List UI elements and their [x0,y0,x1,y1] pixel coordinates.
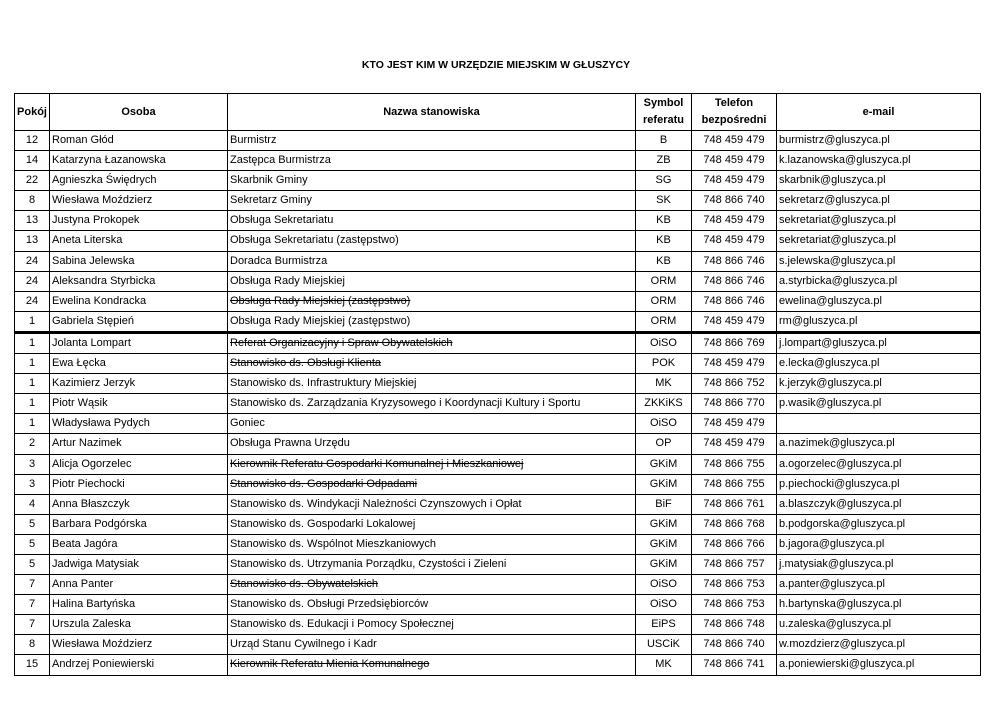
position-cell: Goniec [228,414,636,434]
table-row [15,311,981,332]
header-email: e-mail [777,94,981,131]
room-cell: 1 [15,332,50,353]
table-row [15,454,981,474]
table-body [15,131,981,676]
position-cell: Sekretarz Gminy [228,191,636,211]
table-row [15,374,981,394]
person-cell: Piotr Wąsik [50,394,228,414]
person-cell: Piotr Piechocki [50,474,228,494]
phone-cell: 748 866 752 [692,374,777,394]
room-cell: 2 [15,434,50,454]
room-cell: 5 [15,514,50,534]
position-cell: Obsługa Rady Miejskiej [228,271,636,291]
table-row [15,655,981,675]
header-symbol-line2: referatu [643,114,684,126]
symbol-cell: OiSO [636,575,692,595]
phone-cell: 748 866 746 [692,291,777,311]
room-cell: 24 [15,251,50,271]
table-row [15,514,981,534]
email-cell: a.nazimek@gluszyca.pl [777,434,981,454]
phone-cell: 748 459 479 [692,211,777,231]
email-cell: k.lazanowska@gluszyca.pl [777,151,981,171]
table-row [15,575,981,595]
table-row [15,251,981,271]
person-cell: Artur Nazimek [50,434,228,454]
person-cell: Roman Głód [50,131,228,151]
person-cell: Jadwiga Matysiak [50,554,228,574]
phone-cell: 748 866 740 [692,191,777,211]
symbol-cell: OiSO [636,414,692,434]
table-row [15,434,981,454]
email-cell: a.panter@gluszyca.pl [777,575,981,595]
table-row [15,171,981,191]
position-cell: Stanowisko ds. Gospodarki Lokalowej [228,514,636,534]
phone-cell: 748 866 746 [692,271,777,291]
phone-cell: 748 459 479 [692,131,777,151]
table-header-row [15,94,981,131]
room-cell: 24 [15,291,50,311]
symbol-cell: SK [636,191,692,211]
staff-directory-table [14,93,981,676]
position-cell: Stanowisko ds. Zarządzania Kryzysowego i Koordynacji Kultury i Sportu [228,394,636,414]
symbol-cell: B [636,131,692,151]
email-cell: skarbnik@gluszyca.pl [777,171,981,191]
phone-cell: 748 459 479 [692,414,777,434]
position-cell: Obsługa Prawna Urzędu [228,434,636,454]
position-cell: Obsługa Sekretariatu [228,211,636,231]
email-cell: sekretariat@gluszyca.pl [777,231,981,251]
table-row [15,414,981,434]
room-cell: 3 [15,474,50,494]
email-cell: sekretariat@gluszyca.pl [777,211,981,231]
position-cell: Stanowisko ds. Infrastruktury Miejskiej [228,374,636,394]
symbol-cell: OiSO [636,332,692,353]
table-row [15,615,981,635]
symbol-cell: KB [636,231,692,251]
symbol-cell: SG [636,171,692,191]
room-cell: 1 [15,414,50,434]
symbol-cell: USCiK [636,635,692,655]
email-cell: sekretarz@gluszyca.pl [777,191,981,211]
table-row [15,231,981,251]
email-cell: a.poniewierski@gluszyca.pl [777,655,981,675]
room-cell: 8 [15,635,50,655]
symbol-cell: BiF [636,494,692,514]
header-symbol-line1: Symbol [643,97,684,109]
person-cell: Ewelina Kondracka [50,291,228,311]
person-cell: Katarzyna Łazanowska [50,151,228,171]
room-cell: 14 [15,151,50,171]
email-cell: j.lompart@gluszyca.pl [777,332,981,353]
phone-cell: 748 866 740 [692,635,777,655]
symbol-cell: KB [636,251,692,271]
symbol-cell: ORM [636,311,692,332]
table-row [15,271,981,291]
email-cell: b.jagora@gluszyca.pl [777,534,981,554]
room-cell: 12 [15,131,50,151]
position-cell: Zastępca Burmistrza [228,151,636,171]
header-room: Pokój [15,94,50,131]
person-cell: Wiesława Moździerz [50,191,228,211]
symbol-cell: POK [636,354,692,374]
room-cell: 24 [15,271,50,291]
position-cell: Stanowisko ds. Obsługi Klienta [228,354,636,374]
phone-cell: 748 459 479 [692,231,777,251]
room-cell: 7 [15,575,50,595]
email-cell: a.ogorzelec@gluszyca.pl [777,454,981,474]
table-row [15,394,981,414]
person-cell: Sabina Jelewska [50,251,228,271]
person-cell: Justyna Prokopek [50,211,228,231]
person-cell: Barbara Podgórska [50,514,228,534]
person-cell: Andrzej Poniewierski [50,655,228,675]
phone-cell: 748 866 746 [692,251,777,271]
header-phone-line2: bezpośredni [701,114,767,126]
table-row [15,211,981,231]
email-cell: e.lecka@gluszyca.pl [777,354,981,374]
person-cell: Władysława Pydych [50,414,228,434]
email-cell: a.blaszczyk@gluszyca.pl [777,494,981,514]
position-cell: Burmistrz [228,131,636,151]
table-row [15,332,981,353]
position-cell: Obsługa Rady Miejskiej (zastępstwo) [228,311,636,332]
position-cell: Kierownik Referatu Gospodarki Komunalnej i Mieszkaniowej [228,454,636,474]
phone-cell: 748 866 757 [692,554,777,574]
symbol-cell: MK [636,655,692,675]
email-cell: s.jelewska@gluszyca.pl [777,251,981,271]
email-cell [777,414,981,434]
table-row [15,494,981,514]
header-phone-line1: Telefon [714,97,754,109]
person-cell: Gabriela Stępień [50,311,228,332]
phone-cell: 748 866 761 [692,494,777,514]
table-row [15,554,981,574]
phone-cell: 748 459 479 [692,434,777,454]
email-cell: u.zaleska@gluszyca.pl [777,615,981,635]
position-cell: Kierownik Referatu Mienia Komunalnego [228,655,636,675]
position-cell: Skarbnik Gminy [228,171,636,191]
room-cell: 1 [15,354,50,374]
header-symbol [636,94,692,131]
person-cell: Wiesława Moździerz [50,635,228,655]
position-cell: Stanowisko ds. Wspólnot Mieszkaniowych [228,534,636,554]
room-cell: 1 [15,374,50,394]
position-cell: Stanowisko ds. Obsługi Przedsiębiorców [228,595,636,615]
table-row [15,191,981,211]
room-cell: 13 [15,211,50,231]
person-cell: Agnieszka Świędrych [50,171,228,191]
email-cell: j.matysiak@gluszyca.pl [777,554,981,574]
header-position: Nazwa stanowiska [228,94,636,131]
symbol-cell: ZB [636,151,692,171]
symbol-cell: EiPS [636,615,692,635]
room-cell: 3 [15,454,50,474]
position-cell: Referat Organizacyjny i Spraw Obywatelskich [228,332,636,353]
position-cell: Stanowisko ds. Utrzymania Porządku, Czystości i Zieleni [228,554,636,574]
table-row [15,354,981,374]
person-cell: Anna Błaszczyk [50,494,228,514]
room-cell: 13 [15,231,50,251]
email-cell: b.podgorska@gluszyca.pl [777,514,981,534]
table-row [15,131,981,151]
email-cell: rm@gluszyca.pl [777,311,981,332]
email-cell: k.jerzyk@gluszyca.pl [777,374,981,394]
document-title: KTO JEST KIM W URZĘDZIE MIEJSKIM W GŁUSZYCY [361,59,631,71]
phone-cell: 748 459 479 [692,151,777,171]
position-cell: Urząd Stanu Cywilnego i Kadr [228,635,636,655]
room-cell: 4 [15,494,50,514]
person-cell: Urszula Zaleska [50,615,228,635]
person-cell: Alicja Ogorzelec [50,454,228,474]
phone-cell: 748 459 479 [692,311,777,332]
person-cell: Aneta Literska [50,231,228,251]
person-cell: Kazimierz Jerzyk [50,374,228,394]
room-cell: 8 [15,191,50,211]
room-cell: 1 [15,394,50,414]
email-cell: a.styrbicka@gluszyca.pl [777,271,981,291]
person-cell: Jolanta Lompart [50,332,228,353]
email-cell: h.bartynska@gluszyca.pl [777,595,981,615]
email-cell: p.piechocki@gluszyca.pl [777,474,981,494]
table-row [15,534,981,554]
email-cell: ewelina@gluszyca.pl [777,291,981,311]
room-cell: 15 [15,655,50,675]
person-cell: Halina Bartyńska [50,595,228,615]
symbol-cell: OP [636,434,692,454]
person-cell: Aleksandra Styrbicka [50,271,228,291]
phone-cell: 748 459 479 [692,171,777,191]
room-cell: 1 [15,311,50,332]
room-cell: 7 [15,595,50,615]
symbol-cell: GKiM [636,554,692,574]
phone-cell: 748 866 753 [692,575,777,595]
phone-cell: 748 866 755 [692,454,777,474]
symbol-cell: MK [636,374,692,394]
phone-cell: 748 866 755 [692,474,777,494]
position-cell: Stanowisko ds. Obywatelskich [228,575,636,595]
person-cell: Beata Jagóra [50,534,228,554]
phone-cell: 748 866 748 [692,615,777,635]
position-cell: Stanowisko ds. Edukacji i Pomocy Społecznej [228,615,636,635]
phone-cell: 748 866 753 [692,595,777,615]
person-cell: Ewa Łęcka [50,354,228,374]
email-cell: burmistrz@gluszyca.pl [777,131,981,151]
symbol-cell: GKiM [636,454,692,474]
room-cell: 5 [15,534,50,554]
position-cell: Stanowisko ds. Gospodarki Odpadami [228,474,636,494]
header-person: Osoba [50,94,228,131]
room-cell: 22 [15,171,50,191]
position-cell: Stanowisko ds. Windykacji Należności Czynszowych i Opłat [228,494,636,514]
symbol-cell: KB [636,211,692,231]
position-cell: Obsługa Sekretariatu (zastępstwo) [228,231,636,251]
position-cell: Obsługa Rady Miejskiej (zastępstwo) [228,291,636,311]
person-cell: Anna Panter [50,575,228,595]
table-row [15,595,981,615]
table-row [15,635,981,655]
phone-cell: 748 866 766 [692,534,777,554]
symbol-cell: GKiM [636,474,692,494]
symbol-cell: OiSO [636,595,692,615]
table-row [15,291,981,311]
phone-cell: 748 866 741 [692,655,777,675]
email-cell: p.wasik@gluszyca.pl [777,394,981,414]
room-cell: 7 [15,615,50,635]
position-cell: Doradca Burmistrza [228,251,636,271]
symbol-cell: ORM [636,271,692,291]
symbol-cell: ORM [636,291,692,311]
table-row [15,474,981,494]
phone-cell: 748 866 770 [692,394,777,414]
header-phone [692,94,777,131]
phone-cell: 748 459 479 [692,354,777,374]
email-cell: w.mozdzierz@gluszyca.pl [777,635,981,655]
table-row [15,151,981,171]
phone-cell: 748 866 769 [692,332,777,353]
symbol-cell: ZKKiKS [636,394,692,414]
phone-cell: 748 866 768 [692,514,777,534]
symbol-cell: GKiM [636,534,692,554]
room-cell: 5 [15,554,50,574]
symbol-cell: GKiM [636,514,692,534]
